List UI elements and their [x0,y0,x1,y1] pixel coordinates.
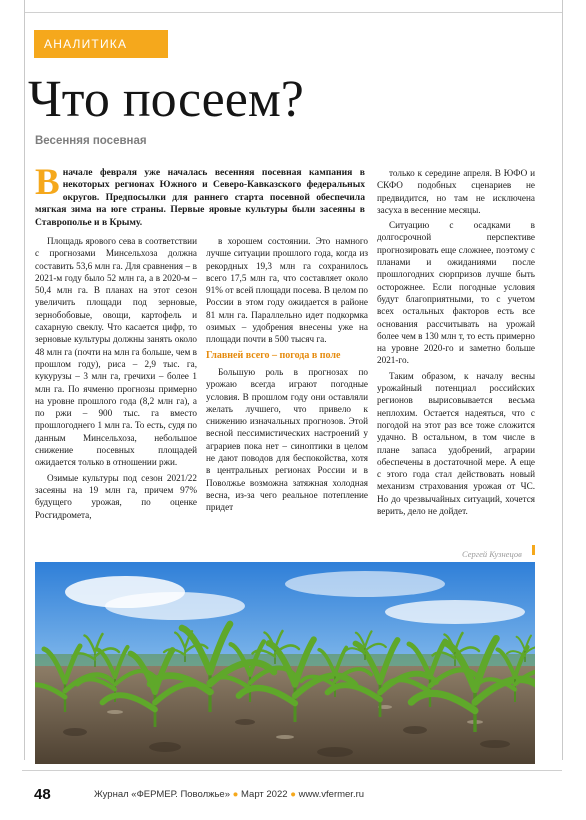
corn-seedlings-illustration [35,562,535,764]
right-margin-rule [562,0,563,760]
page-subtitle: Весенняя посевная [35,135,147,147]
drop-cap: В [35,162,60,203]
end-mark [532,545,535,555]
top-rule [24,12,562,13]
text-column-3 [377,167,535,520]
paragraph: Озимые культуры под сезон 2021/22 засеяны на 19 млн га, причем 97% будущего урожая, по оценке Росгидромета, [35,472,197,520]
paragraph: Ситуацию с осадками в долгосрочной перспективе прогнозировать еще сложнее, поэтому с планами и ожиданиями после прошлогодних сюрпризов лучше быть осторожнее. Если погодные условия будут благоприятными, то с учетом всех остальных факторов есть все основания рассчитывать на урожай более чем в 130 млн т, то есть примерно на уровне 2020-го и заметно больше 2021-го. [377,220,535,366]
text-column-2 [206,235,368,517]
text-column-1 [35,235,197,524]
section-tag-label: АНАЛИТИКА [44,37,128,51]
footer-rule [22,770,562,771]
separator-dot: ● [290,789,296,800]
author-signature: Сергей Кузнецов [462,549,522,559]
paragraph: Таким образом, к началу весны урожайный потенциал российских регионов вырисовывается весьма неплохим. Остается надеяться, что с погодой на этот раз все тоже сложится удачно. В остальном, в том числе в плане запаса удобрений, аграрии обеспечены в достаточной мере. А еще с этого года стал действовать новый механизм страхования урожая от ЧС. Но до чрезвычайных ситуаций, хочется верить, дело не дойдет. [377,370,535,517]
section-tag [34,30,168,58]
website: www.vfermer.ru [298,789,365,800]
paragraph: в хорошем состоянии. Это намного лучше ситуации прошлого года, когда из рекордных 19,3 млн га сохранилось всего 17,5 млн га, что составляет около 91% от всей площади посева. В целом по России в этом году ожидается в районе 81 млн га. Параллельно идет подкормка озимых – удобрения внесены уже на площади почти в 500 тысяч га. [206,236,368,345]
journal-name: Журнал «ФЕРМЕР. Поволжье» [94,789,230,800]
left-margin-rule [24,0,25,760]
corn-field-photo [35,562,535,764]
paragraph: Площадь ярового сева в соответствии с прогнозами Минсельхоза должна составить 53,6 млн га. Для сравнения – в 2021-м году было 52 млн га, а в 2020-м – 50,4 млн га. В планах на этот сезон увеличить площади под зерновые, зернобобовые, овощи, картофель и сахарную свеклу. Что касается цифр, то зерновые культуры должны занять около 48 млн га (почти на млн га больше, чем в прошлом году), риса – 2,9 тыс. га, кукурузы – 3 млн га, гречихи – более 1 млн га. По ячменю прогнозы примерно на уровне прошлого года (8,2 млн га), а по ржи – 900 тыс. га вместо прошлогоднего 1 млн га. То есть, судя по данным Минсельхоза, небольшое снижение посевных площадей ожидается только в отношении ржи. [35,236,197,468]
paragraph: Большую роль в прогнозах по урожаю всегда играют погодные условия. В прошлом году они оставляли желать лучшего, что привело к снижению изначальных прогнозов. Этой весной пессимистических настроений у аграриев пока нет – синоптики в целом не дают поводов для беспокойства, хотя в центральных регионах России и в Поволжье возможна затяжная холодная весна, из-за чего реальное потепление придет [206,366,368,513]
footer-journal-line [94,789,364,800]
issue-date: Март 2022 [241,789,288,800]
lead-paragraph [35,162,365,229]
lead-text: начале февраля уже началась весенняя посевная кампания в некоторых регионах Южного и Северо-Кавказского федеральных округов. Предпосылки для раннего старта посевной обеспечила мягкая зима на юге страны. Первые яровые культуры были засеяны в Ставрополье и в Крыму. [35,167,365,228]
page-title: Что посеем? [28,71,304,128]
section-heading: Главней всего – погода в поле [206,349,341,361]
page-number: 48 [34,786,51,803]
separator-dot: ● [232,789,239,800]
paragraph: только к середине апреля. В ЮФО и СКФО подобных сценариев не предвидится, но там не исключена засуха в весенние месяцы. [377,168,535,215]
